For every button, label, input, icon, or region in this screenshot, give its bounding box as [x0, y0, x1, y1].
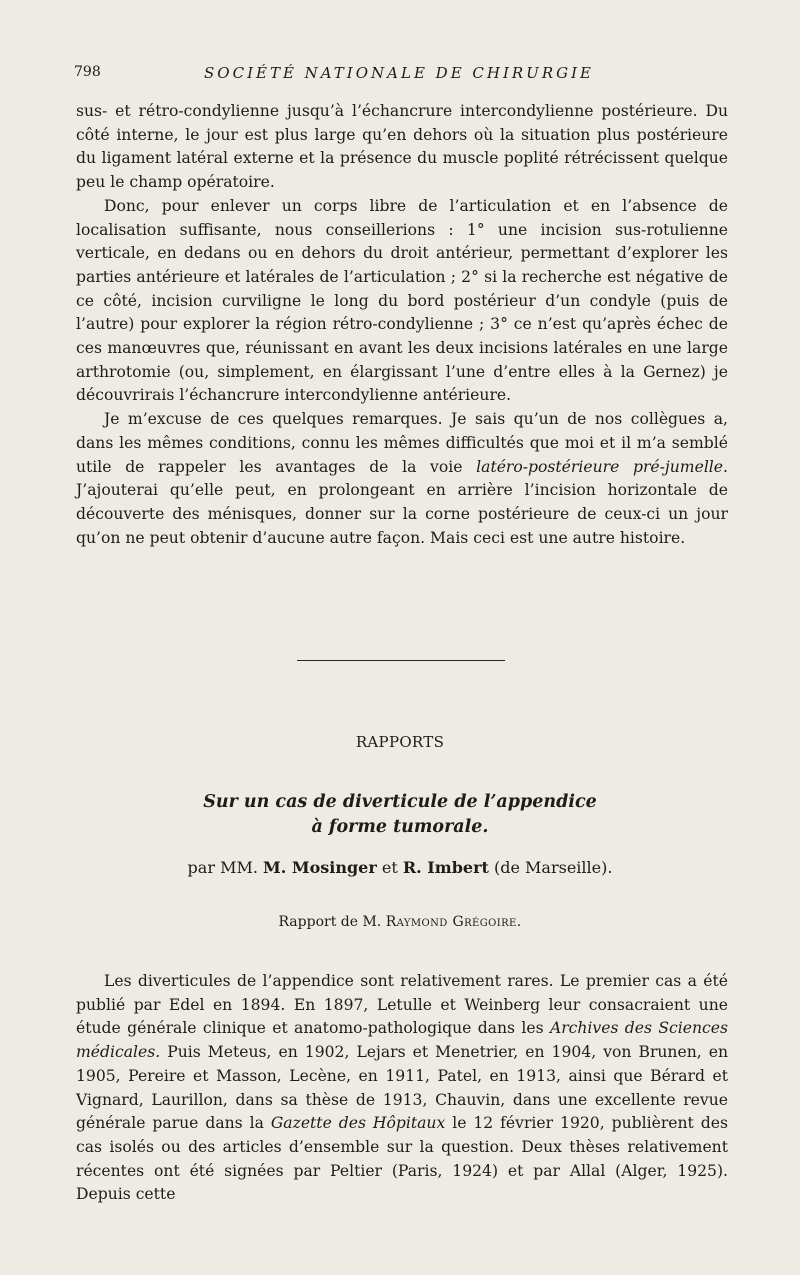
text-run: Je m’excuse de ces quelques remarques. Je sais qu’un de nos collègues a, dans les mêmes conditions, connu les mêmes difficultés que moi et il m’a semblé utile de rappeler les avantages de la voie	[76, 410, 728, 476]
reporter-line	[0, 914, 800, 930]
article-title	[0, 790, 800, 840]
article-title-line: à forme tumorale.	[311, 817, 489, 837]
page-number: 798	[74, 64, 101, 80]
authors-conjunction: et	[381, 858, 398, 877]
journal-title: Archives des Sciences médicales.	[76, 1019, 728, 1062]
text-run: Les diverticules de l’appendice sont relativement rares. Le premier cas a été publié par Edel en 1894. En 1897, Letulle et Weinberg leur consacraient une étude générale clinique et anatomo-pathologique dans les	[76, 972, 728, 1038]
authors-prefix: par MM.	[187, 858, 258, 877]
paragraph: Donc, pour enlever un corps libre de l’articulation et en l’absence de localisation suffisante, nous conseillerions : 1° une incision sus-rotulienne verticale, en dedans ou en dehors du droit antérieur, permettant d’explorer les parties antérieure et latérales de l’articulation ; 2° si la recherche est négative de ce côté, incision curviligne le long du bord postérieur d’un condyle (puis de l’autre) pour explorer la région rétro-condylienne ; 3° ce n’est qu’après échec de ces manœuvres que, réunissant en avant les deux incisions latérales en une large arthrotomie (ou, simplement, en élargissant l’une d’entre elles à la Gernez) je découvrirais l’échancrure intercondylienne antérieure.	[76, 196, 728, 405]
text-run: Puis Meteus, en 1902, Lejars et Menetrier, en 1904, von Brunen, en 1905, Pereire et Masson, Lecène, en 1911, Patel, en 1913, ainsi que Bérard et Vignard, Laurillon, dans sa thèse de 1913, Chauvin, dans une excellente revue générale parue dans la	[76, 1043, 728, 1133]
section-heading: RAPPORTS	[355, 733, 445, 751]
paragraph: sus- et rétro-condylienne jusqu’à l’échancrure intercondylienne postérieure. Du côté interne, le jour est plus large qu’en dehors où la situation plus postérieure du ligament latéral externe et la présence du muscle poplité rétrécissent quelque peu le champ opératoire.	[76, 102, 728, 192]
report-text	[76, 970, 728, 1207]
article-title-line: Sur un cas de diverticule de l’appendice	[203, 792, 597, 812]
author-line	[0, 858, 800, 877]
text-run: le 12 février 1920, publièrent des cas isolés ou des articles d’ensemble sur la question. Deux thèses relativement récentes ont été signées par Peltier (Paris, 1924) et par Allal (Alger, 1925). Depuis cette	[76, 1114, 728, 1204]
paragraph	[76, 408, 728, 550]
paragraph	[76, 970, 728, 1207]
author-name: M. Mosinger	[263, 858, 377, 877]
reporter-prefix: Rapport de M.	[278, 914, 382, 930]
reporter-name: Raymond Grégoire.	[385, 914, 522, 930]
section-divider	[297, 660, 505, 661]
journal-title: Gazette des Hôpitaux	[270, 1114, 446, 1133]
running-header	[74, 64, 724, 86]
running-title: SOCIÉTÉ NATIONALE DE CHIRURGIE	[204, 64, 594, 82]
authors-affiliation: (de Marseille).	[494, 858, 613, 877]
author-name: R. Imbert	[402, 858, 489, 877]
italic-term: latéro-postérieure pré-jumelle.	[476, 457, 728, 476]
text-run: J’ajouterai qu’elle peut, en prolongeant en arrière l’incision horizontale de découverte des ménisques, donner sur la corne postérieure de ceux-ci un jour qu’on ne peut obtenir d’aucune autre façon. Mais ceci est une autre histoire.	[76, 481, 728, 547]
previous-article-text	[76, 100, 728, 550]
